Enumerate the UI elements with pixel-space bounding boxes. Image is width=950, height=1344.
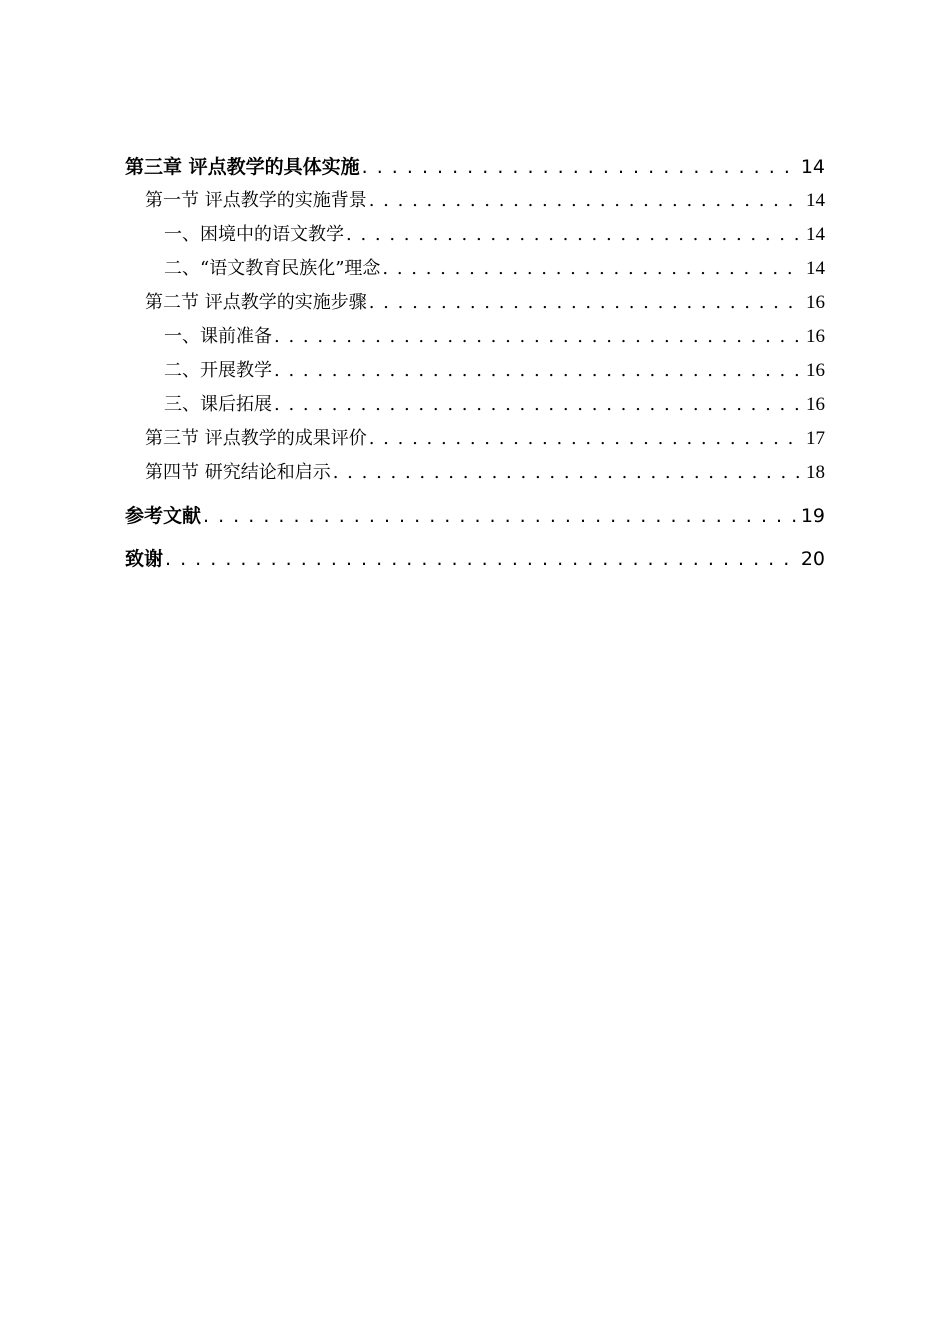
toc-entry-section-3[interactable] (125, 422, 825, 456)
toc-entry-page: 14 (806, 224, 825, 245)
dot-leader (203, 499, 797, 533)
toc-entry-page: 14 (800, 156, 825, 178)
dot-leader (274, 388, 802, 422)
dot-leader (333, 456, 802, 490)
toc-entry-page: 18 (806, 462, 825, 483)
toc-entry-subsection[interactable] (125, 354, 825, 388)
dot-leader (165, 542, 797, 576)
dot-leader (274, 320, 802, 354)
table-of-contents (125, 150, 825, 576)
dot-leader (369, 184, 802, 218)
toc-entry-references[interactable] (125, 499, 825, 533)
toc-entry-acknowledgements[interactable] (125, 542, 825, 576)
toc-entry-label: 二、“语文教育民族化”理念 (164, 258, 381, 279)
toc-entry-chapter-3[interactable] (125, 150, 825, 184)
toc-entry-page: 16 (806, 326, 825, 347)
toc-entry-page: 14 (806, 190, 825, 211)
toc-entry-label: 第四节 研究结论和启示 (145, 462, 331, 483)
dot-leader (369, 286, 802, 320)
dot-leader (362, 150, 797, 184)
toc-entry-label: 第三章 评点教学的具体实施 (125, 156, 360, 178)
toc-entry-subsection[interactable] (125, 218, 825, 252)
toc-entry-label: 第二节 评点教学的实施步骤 (145, 292, 367, 313)
toc-entry-label: 一、困境中的语文教学 (164, 224, 344, 245)
dot-leader (274, 354, 802, 388)
toc-entry-label: 参考文献 (125, 505, 202, 527)
toc-entry-subsection[interactable] (125, 320, 825, 354)
toc-entry-page: 17 (806, 428, 825, 449)
dot-leader (369, 422, 802, 456)
toc-entry-section-1[interactable] (125, 184, 825, 218)
toc-entry-page: 16 (806, 360, 825, 381)
toc-entry-page: 20 (800, 548, 825, 570)
toc-entry-section-4[interactable] (125, 456, 825, 490)
toc-entry-page: 16 (806, 394, 825, 415)
dot-leader (382, 252, 802, 286)
toc-entry-page: 19 (800, 505, 825, 527)
toc-entry-page: 16 (806, 292, 825, 313)
toc-entry-label: 一、课前准备 (164, 326, 272, 347)
toc-entry-label: 第一节 评点教学的实施背景 (145, 190, 367, 211)
toc-entry-page: 14 (806, 258, 825, 279)
toc-entry-label: 三、课后拓展 (164, 394, 272, 415)
toc-entry-section-2[interactable] (125, 286, 825, 320)
toc-entry-label: 致谢 (125, 548, 164, 570)
toc-entry-label: 二、开展教学 (164, 360, 272, 381)
toc-entry-subsection[interactable] (125, 388, 825, 422)
dot-leader (346, 218, 802, 252)
toc-entry-subsection[interactable] (125, 252, 825, 286)
toc-entry-label: 第三节 评点教学的成果评价 (145, 428, 367, 449)
